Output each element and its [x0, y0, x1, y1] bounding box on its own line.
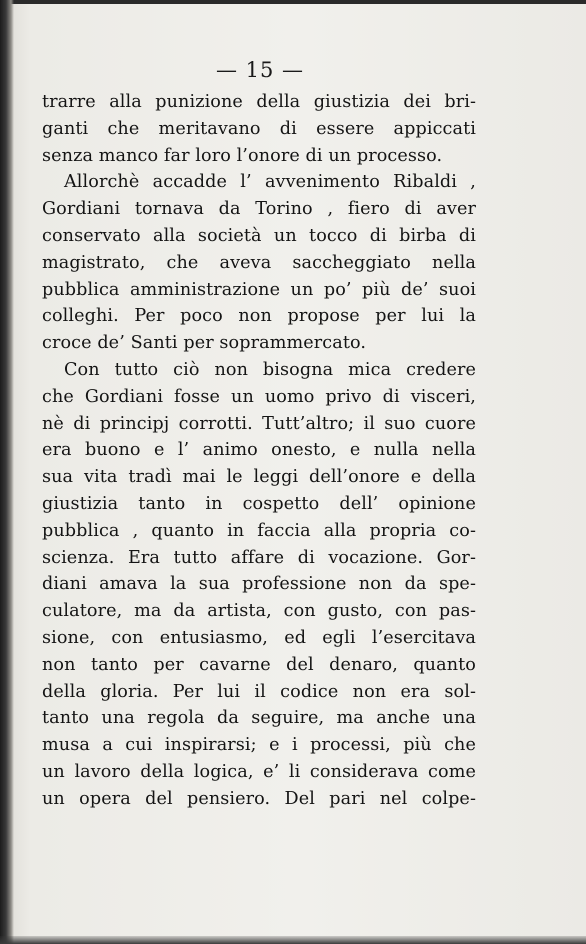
text-line: diani amava la sua professione non da spe-	[42, 574, 476, 595]
page-bottom-edge	[0, 936, 586, 944]
text-line: Gordiani tornava da Torino , fiero di aver	[42, 199, 476, 220]
text-line: Allorchè accadde l’ avvenimento Ribaldi ,	[64, 172, 476, 193]
text-line: pubblica amministrazione un po’ più de’ suoi	[42, 279, 476, 300]
text-line: senza manco far loro l’onore di un processo.	[42, 145, 443, 166]
page-number: — 15 —	[215, 58, 305, 82]
text-line: della gloria. Per lui il codice non era sol-	[42, 681, 476, 702]
text-line: croce de’ Santi per soprammercato.	[42, 333, 367, 354]
text-line: tanto una regola da seguire, ma anche una	[42, 708, 476, 729]
text-line: un opera del pensiero. Del pari nel colpe-	[42, 788, 476, 809]
text-line: pubblica , quanto in faccia alla propria co-	[42, 520, 476, 541]
text-line: magistrato, che aveva saccheggiato nella	[42, 252, 476, 273]
text-line: era buono e l’ animo onesto, e nulla nella	[42, 440, 476, 461]
text-line: sua vita tradì mai le leggi dell’onore e della	[42, 467, 476, 488]
text-line: trarre alla punizione della giustizia dei bri-	[42, 92, 476, 112]
text-line: nè di principj corrotti. Tutt’altro; il suo cuore	[42, 413, 476, 434]
body-text	[42, 89, 476, 813]
page-binding-edge	[0, 0, 14, 944]
text-line: musa a cui inspirarsi; e i processi, più che	[42, 735, 476, 756]
text-line: che Gordiani fosse un uomo privo di visceri,	[42, 386, 476, 407]
text-line: conservato alla società un tocco di birba di	[42, 225, 476, 246]
page-top-edge	[0, 0, 586, 4]
text-line: scienza. Era tutto affare di vocazione. Gor-	[42, 547, 476, 568]
text-line: sione, con entusiasmo, ed egli l’esercitava	[42, 627, 476, 648]
text-line: un lavoro della logica, e’ li considerava come	[42, 761, 476, 782]
text-line: non tanto per cavarne del denaro, quanto	[42, 654, 476, 675]
text-line: giustizia tanto in cospetto dell’ opinione	[42, 493, 476, 514]
text-line: culatore, ma da artista, con gusto, con pas-	[42, 601, 476, 622]
text-line: Con tutto ciò non bisogna mica credere	[64, 359, 476, 380]
text-line: ganti che meritavano di essere appiccati	[42, 118, 476, 139]
text-line: colleghi. Per poco non propose per lui la	[42, 306, 476, 327]
